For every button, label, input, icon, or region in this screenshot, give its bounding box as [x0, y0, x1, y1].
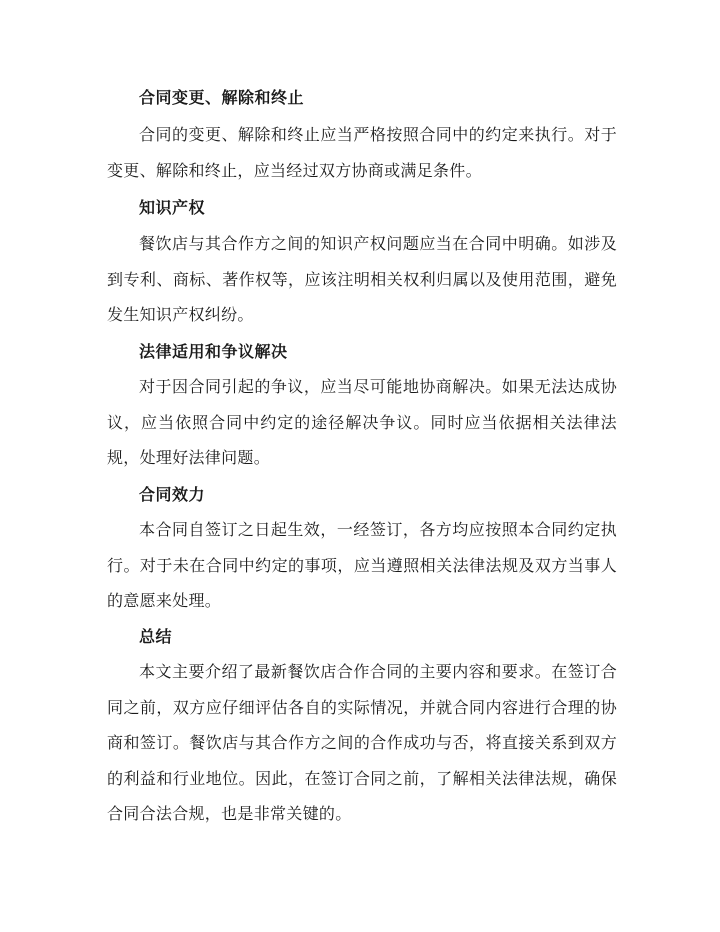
section-paragraph: 对于因合同引起的争议，应当尽可能地协商解决。如果无法达成协议，应当依照合同中约定的途径解决争议。同时应当依据相关法律法规，处理好法律问题。 [107, 377, 617, 467]
section-heading: 知识产权 [139, 198, 206, 217]
section-paragraph: 餐饮店与其合作方之间的知识产权问题应当在合同中明确。如涉及到专利、商标、著作权等，应该注明相关权利归属以及使用范围，避免发生知识产权纠纷。 [107, 234, 617, 324]
section-paragraph: 本合同自签订之日起生效，一经签订，各方均应按照本合同约定执行。对于未在合同中约定的事项，应当遵照相关法律法规及双方当事人的意愿来处理。 [107, 520, 617, 610]
section-heading: 总结 [139, 627, 173, 646]
section-heading: 合同变更、解除和终止 [139, 88, 305, 107]
section-paragraph: 本文主要介绍了最新餐饮店合作合同的主要内容和要求。在签订合同之前，双方应仔细评估各自的实际情况，并就合同内容进行合理的协商和签订。餐饮店与其合作方之间的合作成功与否，将直接关系到双方的利益和行业地位。因此，在签订合同之前，了解相关法律法规，确保合同合法合规，也是非常关键的。 [107, 662, 617, 823]
section-heading: 合同效力 [139, 485, 206, 504]
section-paragraph: 合同的变更、解除和终止应当严格按照合同中的约定来执行。对于变更、解除和终止，应当经过双方协商或满足条件。 [107, 125, 617, 180]
section-heading: 法律适用和争议解决 [139, 342, 288, 361]
